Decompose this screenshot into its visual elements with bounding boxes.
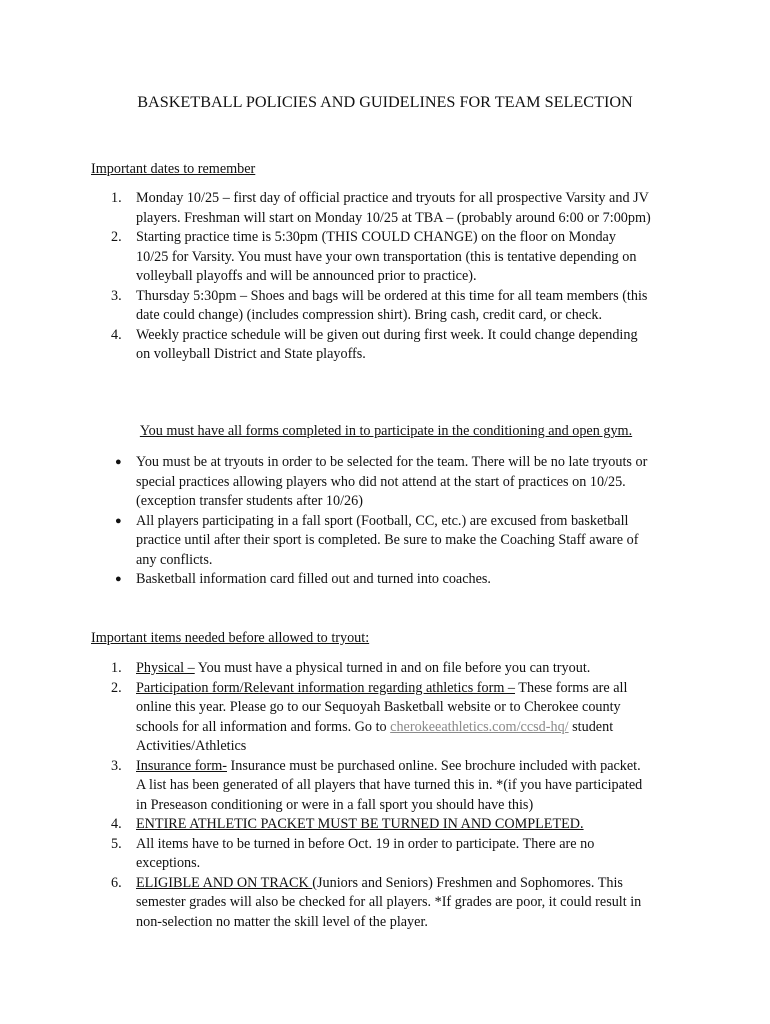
athletics-link[interactable]: cherokeeathletics.com/ccsd-hq/ [390,718,569,735]
list-item: ● Basketball information card filled out and turned into coaches. [115,571,491,587]
list-item: ● All players participating in a fall sport (Football, CC, etc.) are excused from basketball practice until after their sport is completed. Be sure to make the Coaching Staff aware of any conflicts. [115,512,639,568]
list-item: 2. Participation form/Relevant information regarding athletics form – These forms are all online this year. Please go to our Sequoyah Basketball website or to Cherokee county schools for all information and forms. Go to cherokeeathletics.com/ccsd-hq/ student Activities/Athletics [111,679,628,754]
list-item: 1. Monday 10/25 – first day of official practice and tryouts for all prospective Varsity and JV players. Freshman will start on Monday 10/25 at TBA – (probably around 6:00 or 7:00pm) [111,190,651,226]
needed-list [91,659,651,932]
document-title: BASKETBALL POLICIES AND GUIDELINES FOR TEAM SELECTION [137,93,633,111]
list-item: 6. ELIGIBLE AND ON TRACK (Juniors and Seniors) Freshmen and Sophomores. This semester grades will also be checked for all players. *If grades are poor, it could result in non-selection no matter the skill level of the player. [111,874,642,930]
forms-heading: You must have all forms completed in to participate in the conditioning and open gym. [139,423,633,439]
list-item: 1. Physical – You must have a physical turned in and on file before you can tryout. [111,660,591,676]
list-item: ● You must be at tryouts in order to be selected for the team. There will be no late tryouts or special practices allowing players who did not attend at the start of practices on 10/25. (exception transfer students after 10/26) [115,454,648,509]
list-item: 4. Weekly practice schedule will be given out during first week. It could change depending on volleyball District and State playoffs. [111,326,638,362]
forms-list [91,453,651,590]
list-item: 3. Insurance form- Insurance must be purchased online. See brochure included with packet. A list has been generated of all players that have turned this in. *(if you have participated in Preseason conditioning or were in a fall sport you should have this) [111,757,643,813]
list-item: 4. ENTIRE ATHLETIC PACKET MUST BE TURNED IN AND COMPLETED. [111,816,584,832]
list-item: 5. All items have to be turned in before Oct. 19 in order to participate. There are no exceptions. [111,835,595,871]
list-item: 2. Starting practice time is 5:30pm (THIS COULD CHANGE) on the floor on Monday 10/25 for Varsity. You must have your own transportation (this is tentative depending on volleyball playoffs and will be announced prior to practice). [111,229,637,284]
dates-heading: Important dates to remember [91,161,256,177]
needed-heading: Important items needed before allowed to tryout: [91,630,370,646]
list-item: 3. Thursday 5:30pm – Shoes and bags will be ordered at this time for all team members (this date could change) (includes compression shirt). Bring cash, credit card, or check. [111,287,648,323]
dates-list [91,189,651,365]
